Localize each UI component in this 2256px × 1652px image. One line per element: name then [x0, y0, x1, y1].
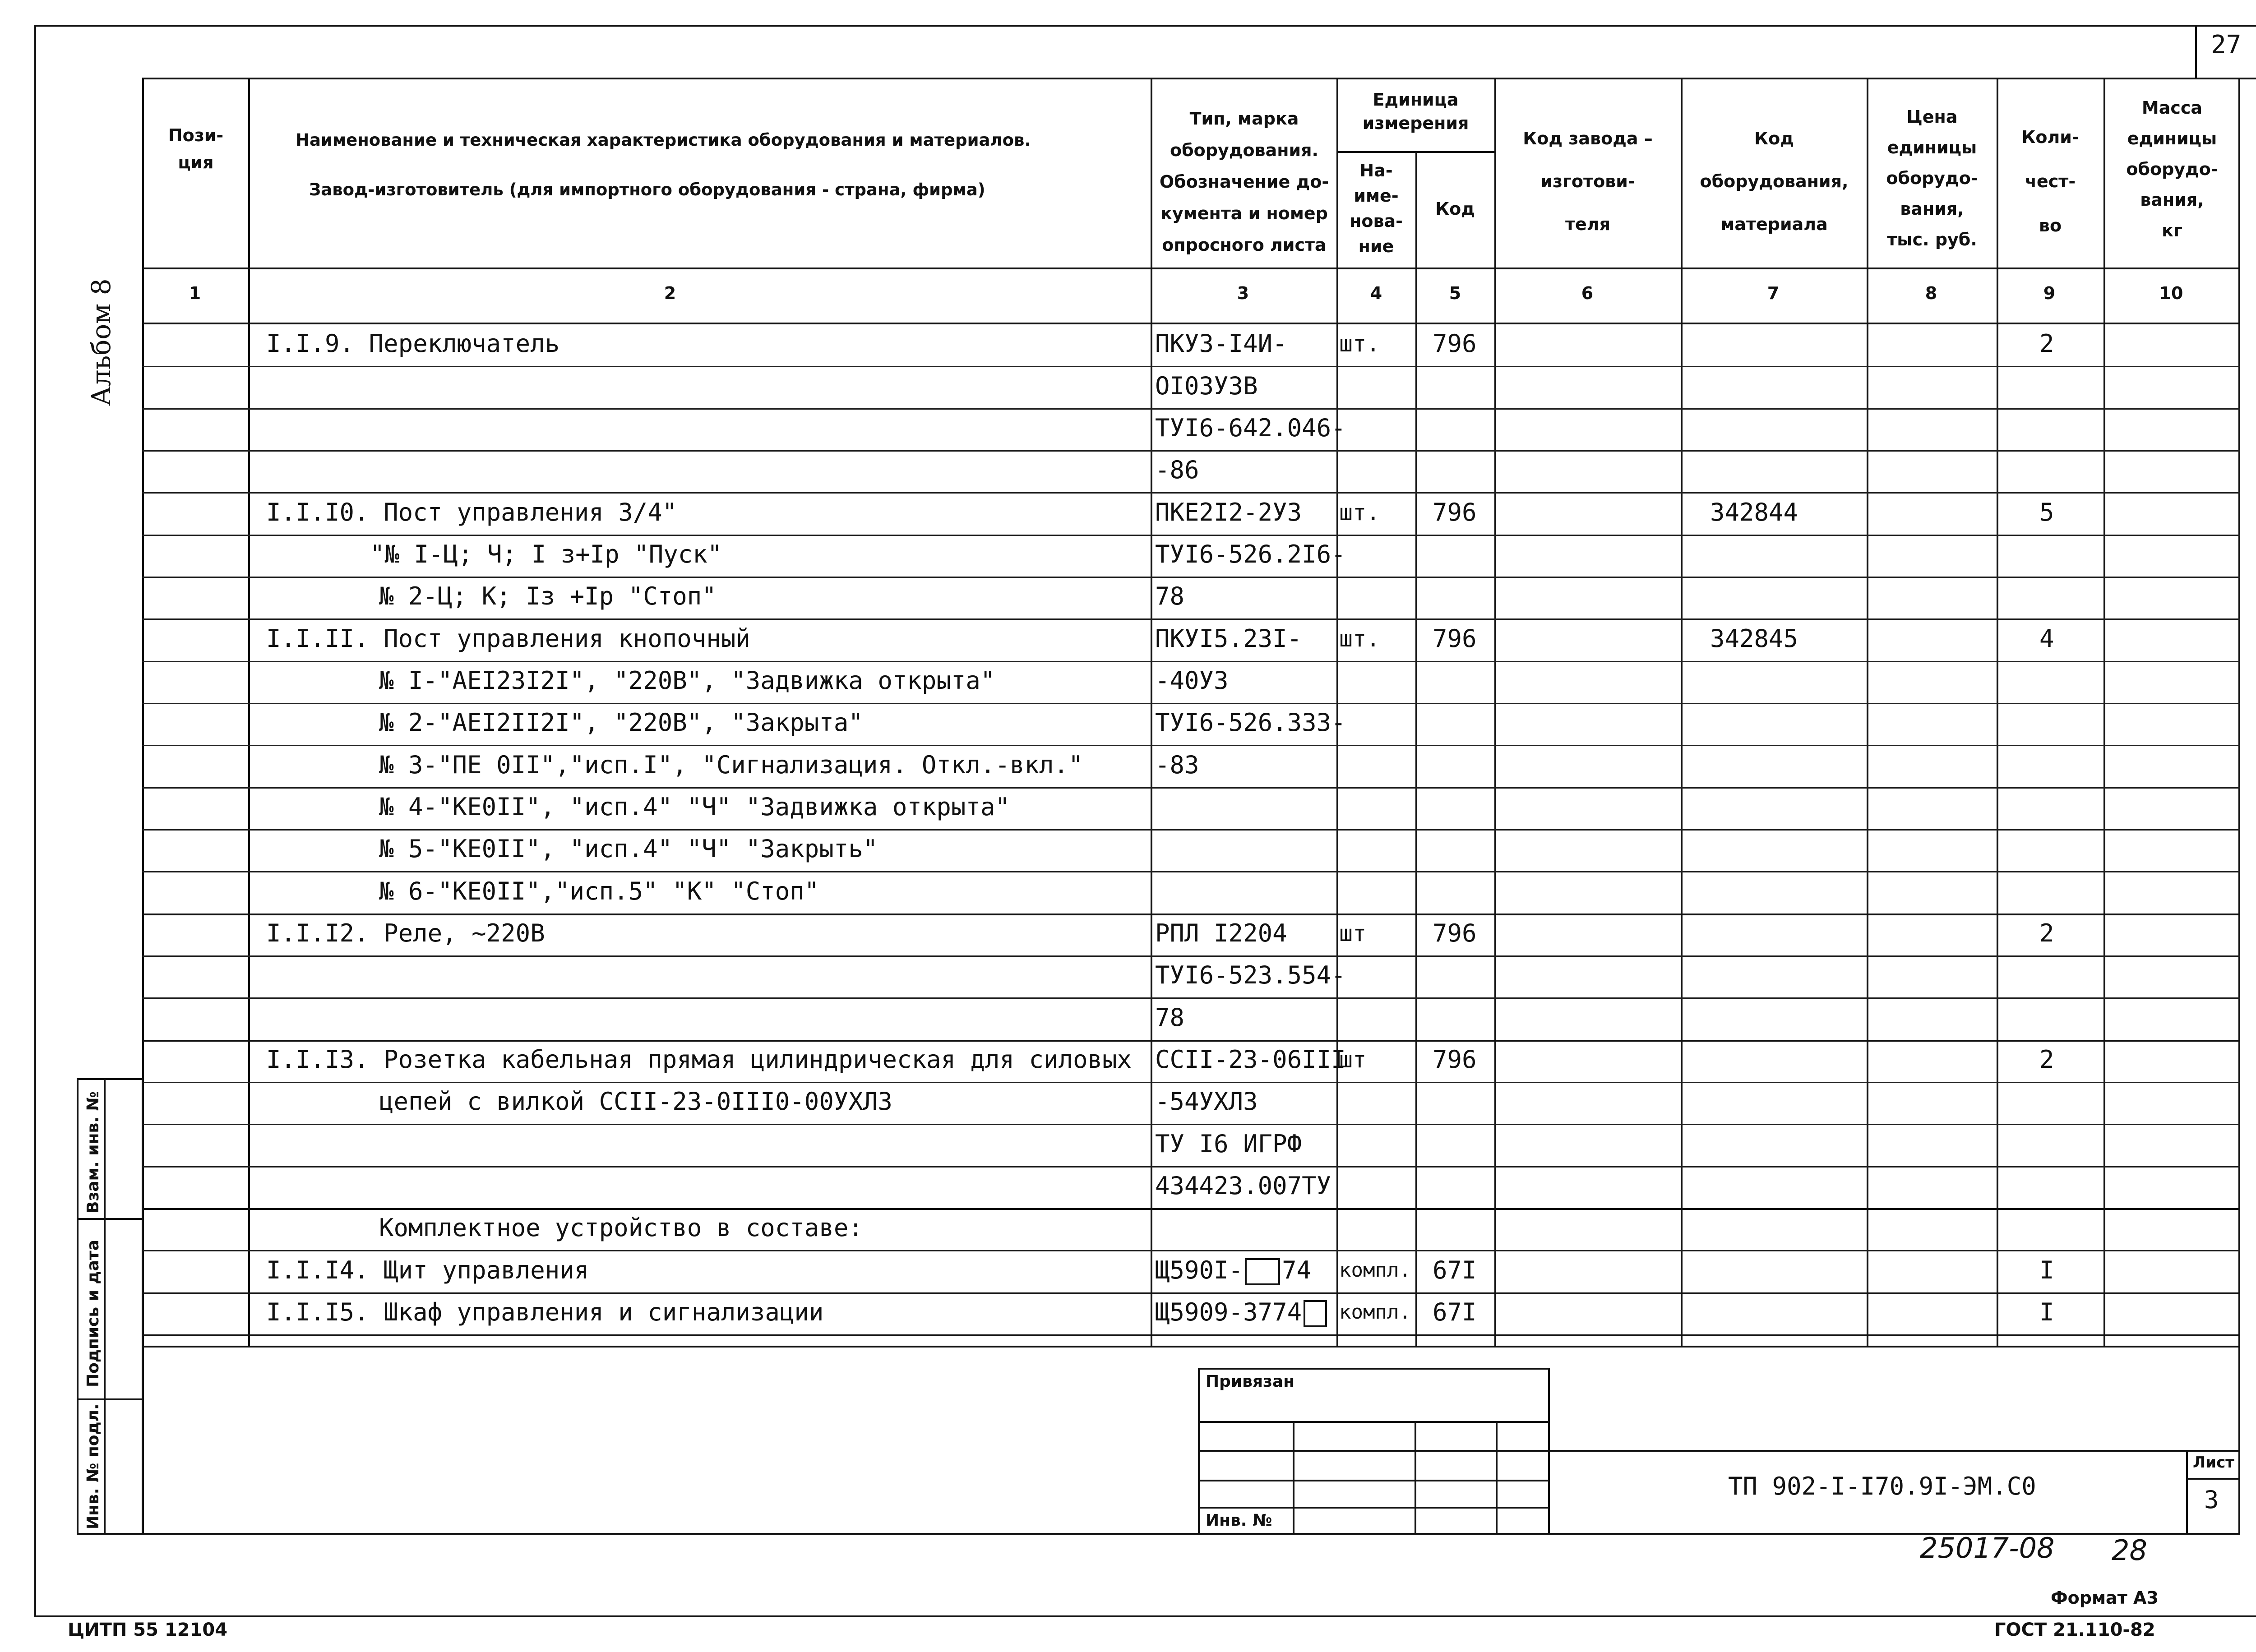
quantity: 5	[2039, 498, 2054, 526]
header-col7: Код оборудования, материала	[1700, 129, 1849, 234]
item-name: цепей с вилкой ССII-23-0III0-00УХЛЗ	[379, 1087, 892, 1116]
item-type-mark: ПКЕ2I2-2УЗ	[1155, 498, 1302, 526]
privyazan-label: Привязан	[1206, 1372, 1295, 1391]
item-type-mark: РПЛ I2204	[1155, 919, 1287, 947]
item-name: I.I.I3. Розетка кабельная прямая цилиндрическая для силовых	[266, 1045, 1132, 1074]
unit-name: компл.	[1339, 1301, 1411, 1324]
footer-left-code: ЦИТП 55 12104	[68, 1620, 228, 1640]
row-separator	[142, 871, 2240, 872]
blank-box	[1245, 1258, 1280, 1285]
colnum-bottom-line	[142, 323, 2240, 324]
row-separator	[142, 745, 2240, 746]
unit-name: шт.	[1339, 499, 1380, 526]
item-name: № 6-"КЕ0II","исп.5" "К" "Стоп"	[379, 877, 819, 905]
item-name: I.I.9. Переключатель	[266, 329, 560, 358]
table-body-bottom-line	[142, 1346, 2240, 1347]
item-type-mark: ТУI6-642.046-	[1155, 414, 1346, 442]
header-col10: Масса единицы оборудо- вания, кг	[2126, 98, 2218, 240]
item-name: I.I.II. Пост управления кнопочный	[266, 624, 750, 653]
type-mark-prefix: Щ590I-	[1155, 1256, 1244, 1284]
row-separator	[142, 1208, 2240, 1210]
row-separator	[142, 535, 2240, 536]
row-separator	[142, 577, 2240, 578]
colnum-7: 7	[1767, 283, 1780, 303]
row-separator	[142, 1124, 2240, 1125]
row-separator	[142, 703, 2240, 704]
item-type-mark: 78	[1155, 1003, 1185, 1032]
handwritten-code: 25017-08	[1920, 1532, 2055, 1564]
header-col8: Цена единицы оборудо- вания, тыс. руб.	[1886, 107, 1978, 249]
header-col9: Коли- чест- во	[2021, 127, 2079, 235]
item-name: № 3-"ПЕ 0II","исп.I", "Сигнализация. Откл.-вкл."	[379, 751, 1083, 779]
row-separator	[142, 450, 2240, 452]
quantity: 2	[2039, 919, 2054, 947]
colnum-9: 9	[2043, 283, 2056, 303]
item-name: I.I.I2. Реле, ~220В	[266, 919, 545, 947]
unit-name: шт.	[1339, 331, 1380, 357]
quantity: 2	[2039, 329, 2054, 358]
row-separator	[142, 829, 2240, 831]
corner-sheet-number: 27	[2211, 30, 2242, 60]
row-separator	[142, 1250, 2240, 1251]
side-stamp-signature-date: Подпись и дата	[84, 1240, 102, 1387]
item-type-mark: -54УХЛЗ	[1155, 1087, 1258, 1116]
item-type-mark: ТУI6-526.2I6-	[1155, 540, 1346, 568]
blank-box	[1304, 1300, 1327, 1327]
unit-code: 796	[1433, 498, 1477, 526]
item-name: № 2-Ц; К; Iз +Iр "Стоп"	[379, 582, 717, 610]
item-type-mark: 78	[1155, 582, 1185, 610]
unit-name: шт.	[1339, 626, 1380, 652]
item-type-mark: ТУI6-523.554-	[1155, 961, 1346, 989]
item-type-mark: OI03УЗВ	[1155, 372, 1258, 400]
row-separator	[142, 618, 2240, 620]
header-bottom-line	[142, 268, 2240, 269]
row-separator	[142, 366, 2240, 367]
equipment-code: 342844	[1710, 498, 1798, 526]
corner-box-left	[2195, 25, 2197, 79]
item-type-mark: ССII-23-06III	[1155, 1045, 1346, 1074]
item-type-mark: -40УЗ	[1155, 666, 1229, 695]
quantity: I	[2039, 1256, 2054, 1284]
row-separator	[142, 1334, 2240, 1336]
footer-gost: ГОСТ 21.110-82	[1994, 1620, 2155, 1640]
header-col45-group: Единица измерения	[1362, 90, 1469, 133]
item-type-mark: -86	[1155, 456, 1199, 484]
inv-no-label: Инв. №	[1206, 1511, 1272, 1530]
row-separator	[142, 1082, 2240, 1083]
item-name: № 4-"КЕ0II", "исп.4" "Ч" "Задвижка открыта"	[379, 793, 1010, 821]
item-type-mark: ПКУЗ-I4И-	[1155, 329, 1287, 358]
item-type-mark: ПКУI5.23I-	[1155, 624, 1302, 653]
item-type-mark: ТУ I6 ИГРФ	[1155, 1130, 1302, 1158]
header-col2-line1: Наименование и техническая характеристика оборудования и материалов.	[296, 130, 1031, 150]
item-type-mark: -83	[1155, 751, 1199, 779]
row-separator	[142, 997, 2240, 999]
row-separator	[142, 914, 2240, 915]
item-name: I.I.I4. Щит управления	[266, 1256, 589, 1284]
unit-group-line	[1336, 151, 1494, 153]
row-separator	[142, 955, 2240, 957]
type-mark-suffix: 74	[1282, 1256, 1312, 1284]
row-separator	[142, 1040, 2240, 1042]
header-col3: Тип, марка оборудования. Обозначение до- кумента и номер опросного листа	[1159, 109, 1329, 255]
unit-code: 796	[1433, 1045, 1477, 1074]
item-type-mark: ТУI6-526.333-	[1155, 708, 1346, 737]
header-col4: На- име- нова- ние	[1350, 161, 1403, 256]
handwritten-page: 28	[2112, 1534, 2147, 1567]
side-stamp-replacement-inv: Взам. инв. №	[84, 1091, 102, 1214]
item-name: I.I.I5. Шкаф управления и сигнализации	[266, 1298, 824, 1326]
colnum-6: 6	[1581, 283, 1594, 303]
sheet-number: 3	[2204, 1486, 2219, 1514]
quantity: 4	[2039, 624, 2054, 653]
colnum-10: 10	[2159, 283, 2183, 303]
side-stamp-original-inv: Инв. № подл.	[84, 1403, 102, 1529]
header-col5: Код	[1435, 199, 1475, 219]
album-label: Альбом 8	[86, 278, 116, 406]
sheet-label: Лист	[2193, 1454, 2234, 1472]
item-name: "№ I-Ц; Ч; I з+Iр "Пуск"	[370, 540, 722, 568]
colnum-3: 3	[1237, 283, 1249, 303]
row-separator	[142, 408, 2240, 410]
unit-name: шт	[1339, 1047, 1367, 1073]
quantity: 2	[2039, 1045, 2054, 1074]
footer-format: Формат А3	[2051, 1588, 2159, 1608]
item-name: № I-"АЕI23I2I", "220В", "Задвижка открыта"	[379, 666, 995, 695]
header-col1: Пози- ция	[168, 125, 224, 172]
document-code: ТП 902-I-I70.9I-ЭМ.С0	[1728, 1472, 2036, 1500]
item-name: I.I.I0. Пост управления 3/4"	[266, 498, 677, 526]
colnum-1: 1	[189, 283, 201, 303]
quantity: I	[2039, 1298, 2054, 1326]
item-type-mark: 434423.007ТУ	[1155, 1172, 1331, 1200]
item-type-mark	[1155, 1299, 1327, 1327]
unit-code: 796	[1433, 329, 1477, 358]
item-name: Комплектное устройство в составе:	[379, 1214, 863, 1242]
item-name: № 2-"АЕI2II2I", "220В", "Закрыта"	[379, 708, 863, 737]
unit-name: компл.	[1339, 1259, 1411, 1282]
row-separator	[142, 661, 2240, 662]
header-col6: Код завода – изготови- теля	[1523, 129, 1653, 234]
row-separator	[142, 787, 2240, 789]
row-separator	[142, 492, 2240, 494]
unit-code: 67I	[1433, 1256, 1477, 1284]
unit-code: 796	[1433, 919, 1477, 947]
item-type-mark	[1155, 1257, 1311, 1285]
type-mark-prefix: Щ5909-3774	[1155, 1298, 1302, 1326]
row-separator	[142, 1292, 2240, 1294]
equipment-code: 342845	[1710, 624, 1798, 653]
header-col2-line2: Завод-изготовитель (для импортного оборудования - страна, фирма)	[309, 180, 985, 199]
colnum-8: 8	[1925, 283, 1937, 303]
row-separator	[142, 1166, 2240, 1167]
unit-code: 67I	[1433, 1298, 1477, 1326]
colnum-2: 2	[664, 283, 676, 303]
item-name: № 5-"КЕ0II", "исп.4" "Ч" "Закрыть"	[379, 835, 878, 863]
unit-code: 796	[1433, 624, 1477, 653]
colnum-4: 4	[1370, 283, 1382, 303]
unit-name: шт	[1339, 920, 1367, 946]
colnum-5: 5	[1449, 283, 1461, 303]
